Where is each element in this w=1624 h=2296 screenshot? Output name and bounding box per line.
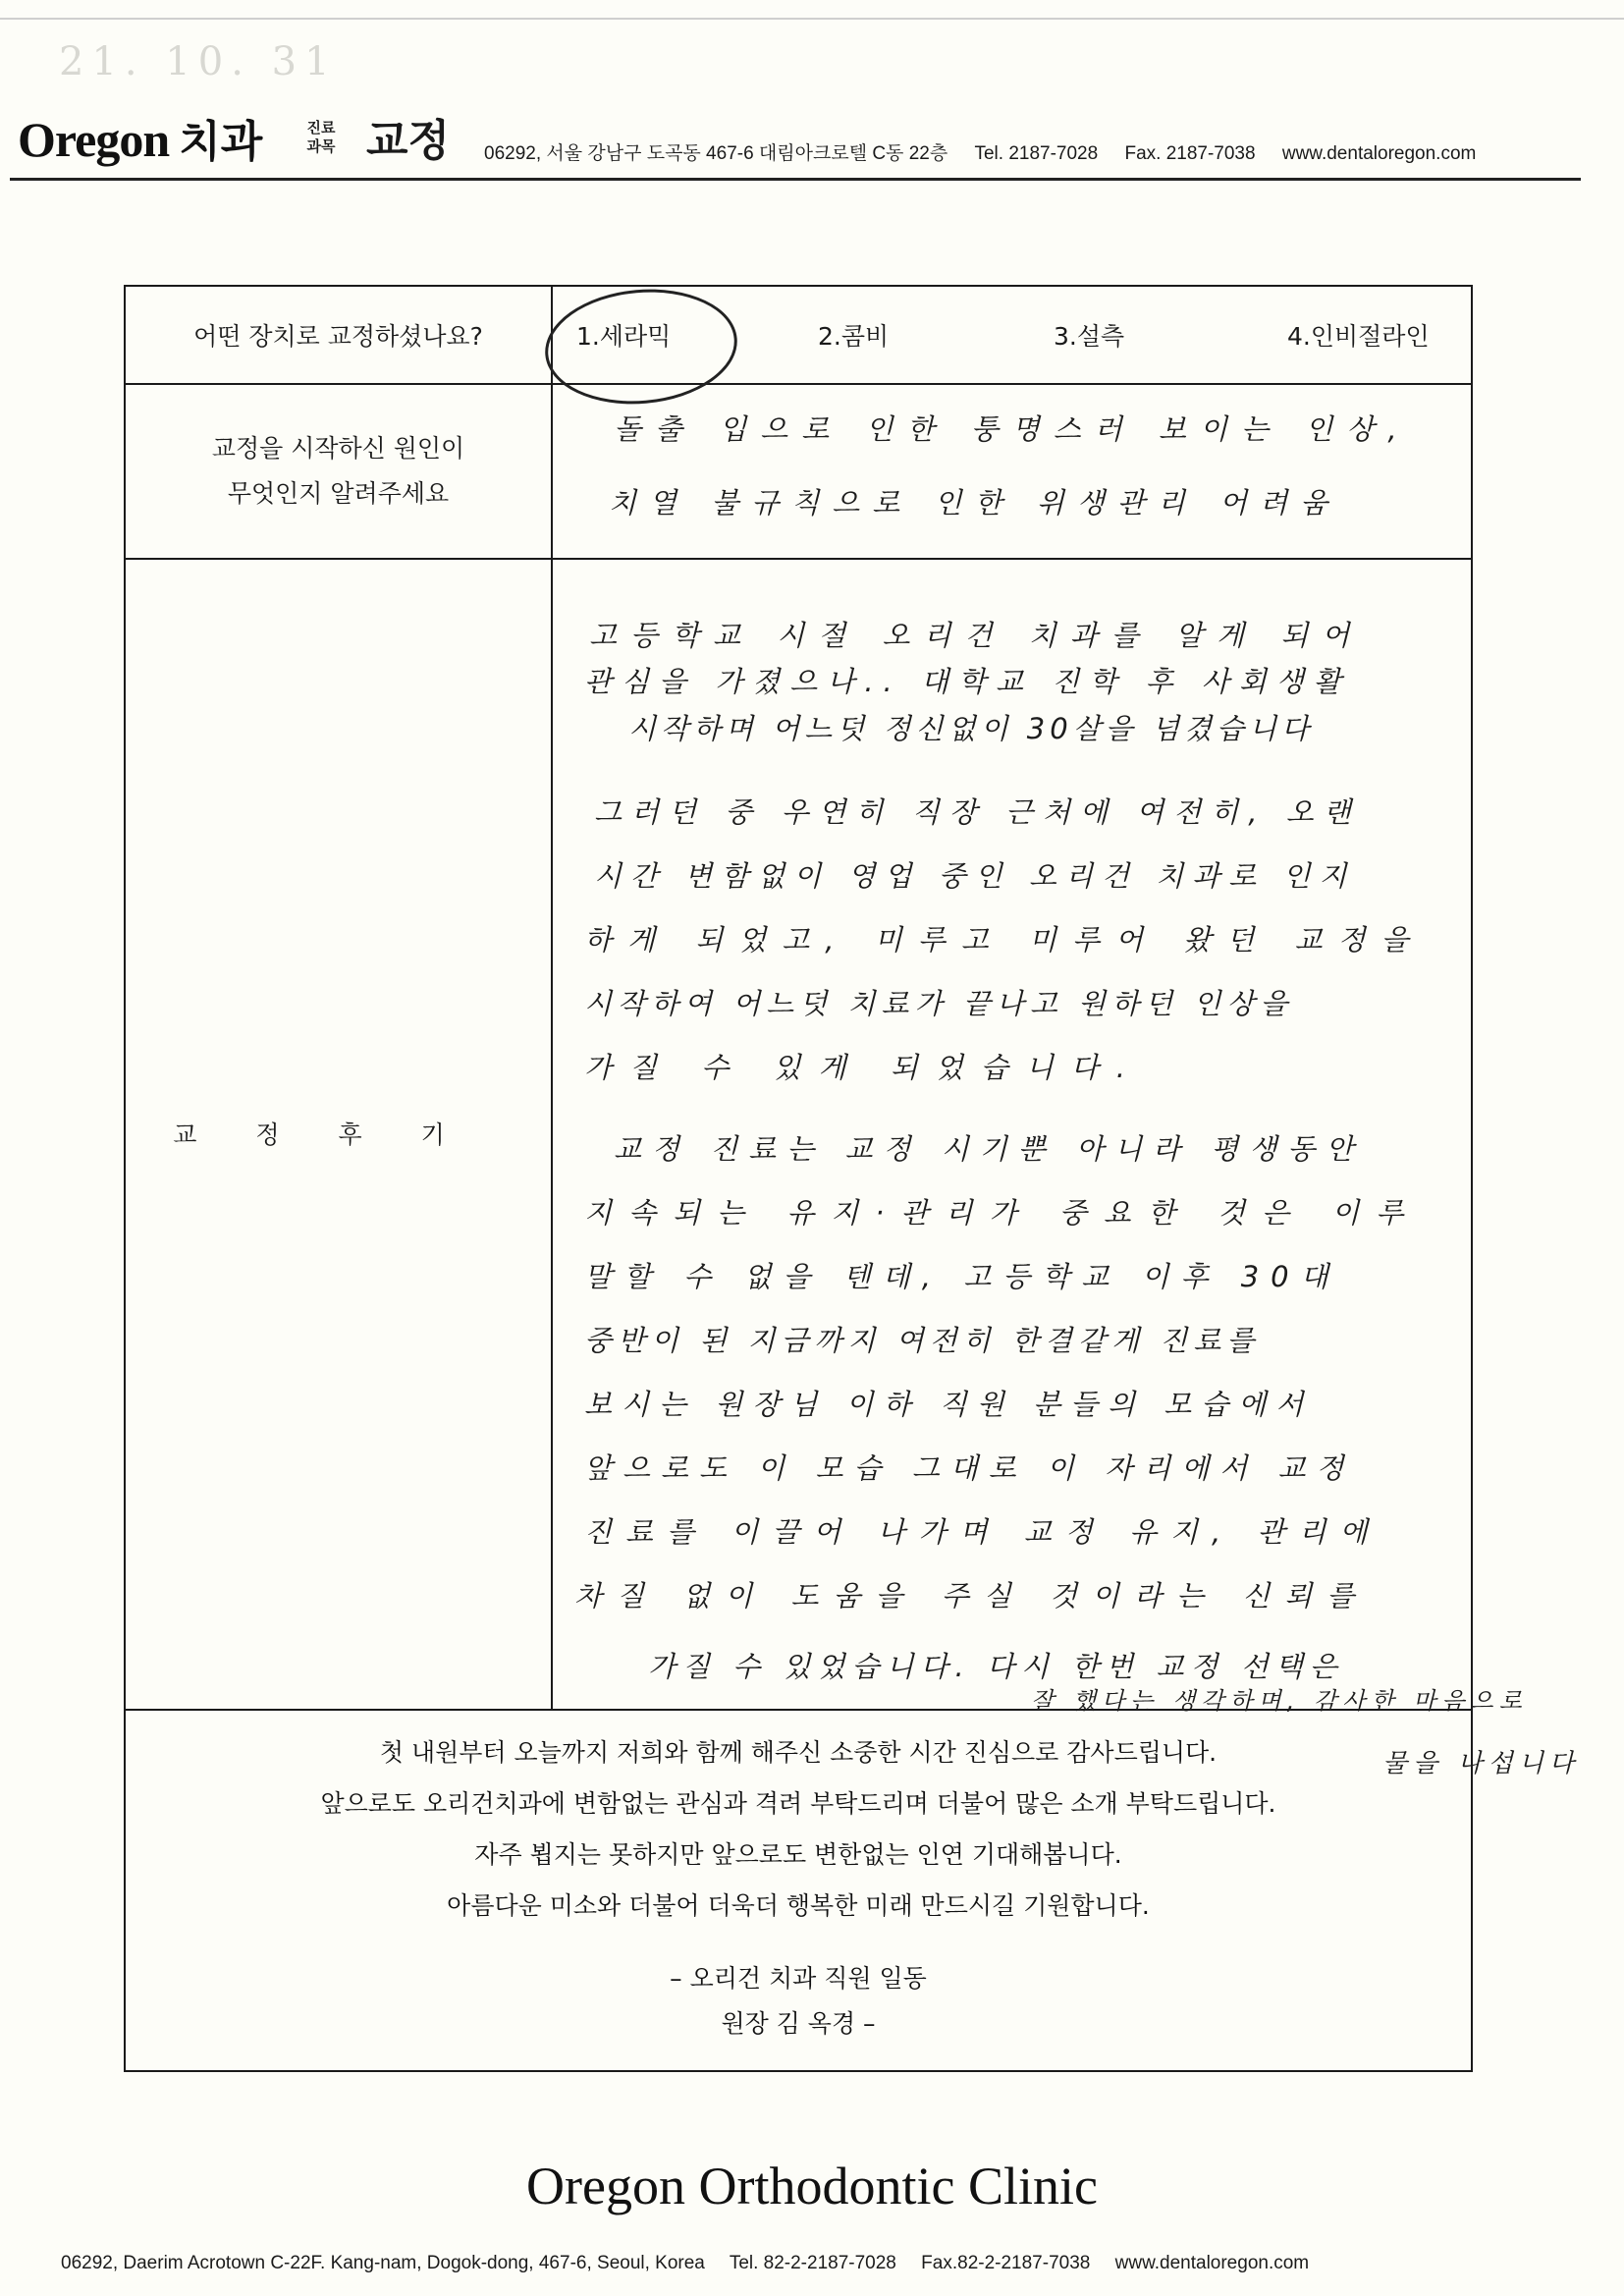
- review-line: 교정 진료는 교정 시기뿐 아니라 평생동안: [614, 1132, 1365, 1166]
- option-invisalign[interactable]: 4.인비절라인: [1287, 322, 1430, 351]
- question-device-label: 어떤 장치로 교정하셨나요?: [193, 322, 483, 351]
- review-line: 지속되는 유지·관리가 중요한 것은 이루: [584, 1196, 1421, 1230]
- brand-korean: 치과: [179, 117, 263, 167]
- faint-date-mark: 21. 10. 31: [59, 39, 338, 84]
- reason-answer-line1: 돌출 입으로 인한 퉁명스러 보이는 인상,: [614, 412, 1411, 446]
- header-tel: Tel. 2187-7028: [974, 143, 1099, 164]
- option-lingual[interactable]: 3.설측: [1054, 322, 1125, 351]
- department-korean: 교정: [366, 116, 451, 166]
- option-ceramic[interactable]: 1.세라믹: [576, 322, 672, 351]
- footer-tel: Tel. 82-2-2187-7028: [729, 2253, 896, 2273]
- review-line: 진료를 이끌어 나가며 교정 유지, 관리에: [584, 1515, 1381, 1549]
- question-reason-label: [126, 385, 551, 558]
- header-rule: [10, 178, 1581, 181]
- scan-edge-line: [0, 18, 1624, 20]
- review-line: 물을 나섭니다: [1382, 1749, 1580, 1778]
- review-line: 하게 되었고, 미루고 미루어 왔던 교정을: [584, 923, 1425, 957]
- message-signature-2: 원장 김 옥경 –: [721, 2009, 876, 2038]
- message-line-4: 아름다운 미소와 더불어 더욱더 행복한 미래 만드시길 기원합니다.: [447, 1891, 1150, 1920]
- footer-contact-info: [61, 2253, 1328, 2274]
- department-small-label: [301, 119, 341, 156]
- review-line: 시작하여 어느덧 치료가 끝나고 원하던 인상을: [584, 987, 1294, 1020]
- department-small-2: 과목: [306, 137, 336, 155]
- reason-answer-line2: 치열 불규칙으로 인한 위생관리 어려움: [609, 486, 1341, 519]
- brand-latin: Oregon: [18, 112, 170, 167]
- header-contact-info: [484, 138, 1497, 165]
- option-combi[interactable]: 2.콤비: [818, 322, 890, 351]
- review-line: 가질 수 있었습니다. 다시 한번 교정 선택은: [648, 1650, 1344, 1683]
- review-line: 잘 했다는 생각하며, 감사한 마음으로: [1031, 1687, 1528, 1715]
- message-line-2: 앞으로도 오리건치과에 변함없는 관심과 격려 부탁드리며 더불어 많은 소개 부탁드립니다.: [320, 1789, 1276, 1818]
- review-line: 시간 변함없이 영업 중인 오리건 치과로 인지: [594, 859, 1356, 893]
- review-line: 앞으로도 이 모습 그대로 이 자리에서 교정: [584, 1451, 1355, 1485]
- header-fax: Fax. 2187-7038: [1124, 143, 1256, 164]
- message-line-3: 자주 뵙지는 못하지만 앞으로도 변한없는 인연 기대해봅니다.: [474, 1840, 1122, 1869]
- question-reason-line1: 교정을 시작하신 원인이: [211, 434, 465, 463]
- review-line: 차질 없이 도움을 주실 것이라는 신뢰를: [574, 1579, 1370, 1613]
- review-line: 말할 수 없을 텐데, 고등학교 이후 30대: [584, 1260, 1340, 1293]
- review-line: 관심을 가졌으나.. 대학교 진학 후 사회생활: [584, 665, 1351, 698]
- question-reason-line2: 무엇인지 알려주세요: [227, 479, 450, 508]
- message-signature-1: – 오리건 치과 직원 일동: [670, 1964, 927, 1993]
- review-line: 시작하며 어느덧 정신없이 30살을 넘겼습니다: [628, 712, 1315, 745]
- header-address: 06292, 서울 강남구 도곡동 467-6 대림아크로텔 C동 22층: [484, 143, 948, 164]
- footer-fax: Fax.82-2-2187-7038: [921, 2253, 1091, 2273]
- column-divider: [551, 285, 553, 1711]
- clinic-brand: [18, 110, 262, 172]
- header-web: www.dentaloregon.com: [1281, 143, 1477, 164]
- footer-address: 06292, Daerim Acrotown C-22F. Kang-nam, Dogok-dong, 467-6, Seoul, Korea: [61, 2253, 705, 2273]
- footer-web: www.dentaloregon.com: [1114, 2253, 1310, 2273]
- message-line-1: 첫 내원부터 오늘까지 저희와 함께 해주신 소중한 시간 진심으로 감사드립니다.: [379, 1738, 1218, 1767]
- review-line: 고등학교 시절 오리건 치과를 알게 되어: [589, 619, 1364, 652]
- footer-clinic-name: Oregon Orthodontic Clinic: [526, 2157, 1098, 2215]
- review-line: 보시는 원장님 이하 직원 분들의 모습에서: [584, 1388, 1314, 1421]
- review-line: 중반이 된 지금까지 여전히 한결같게 진료를: [584, 1324, 1261, 1357]
- department-small-1: 진료: [306, 119, 336, 137]
- review-line: 그러던 중 우연히 직장 근처에 여전히, 오랜: [594, 795, 1361, 829]
- review-line: 가질 수 있게 되었습니다.: [584, 1051, 1144, 1084]
- review-label: 교정후기: [173, 1121, 504, 1149]
